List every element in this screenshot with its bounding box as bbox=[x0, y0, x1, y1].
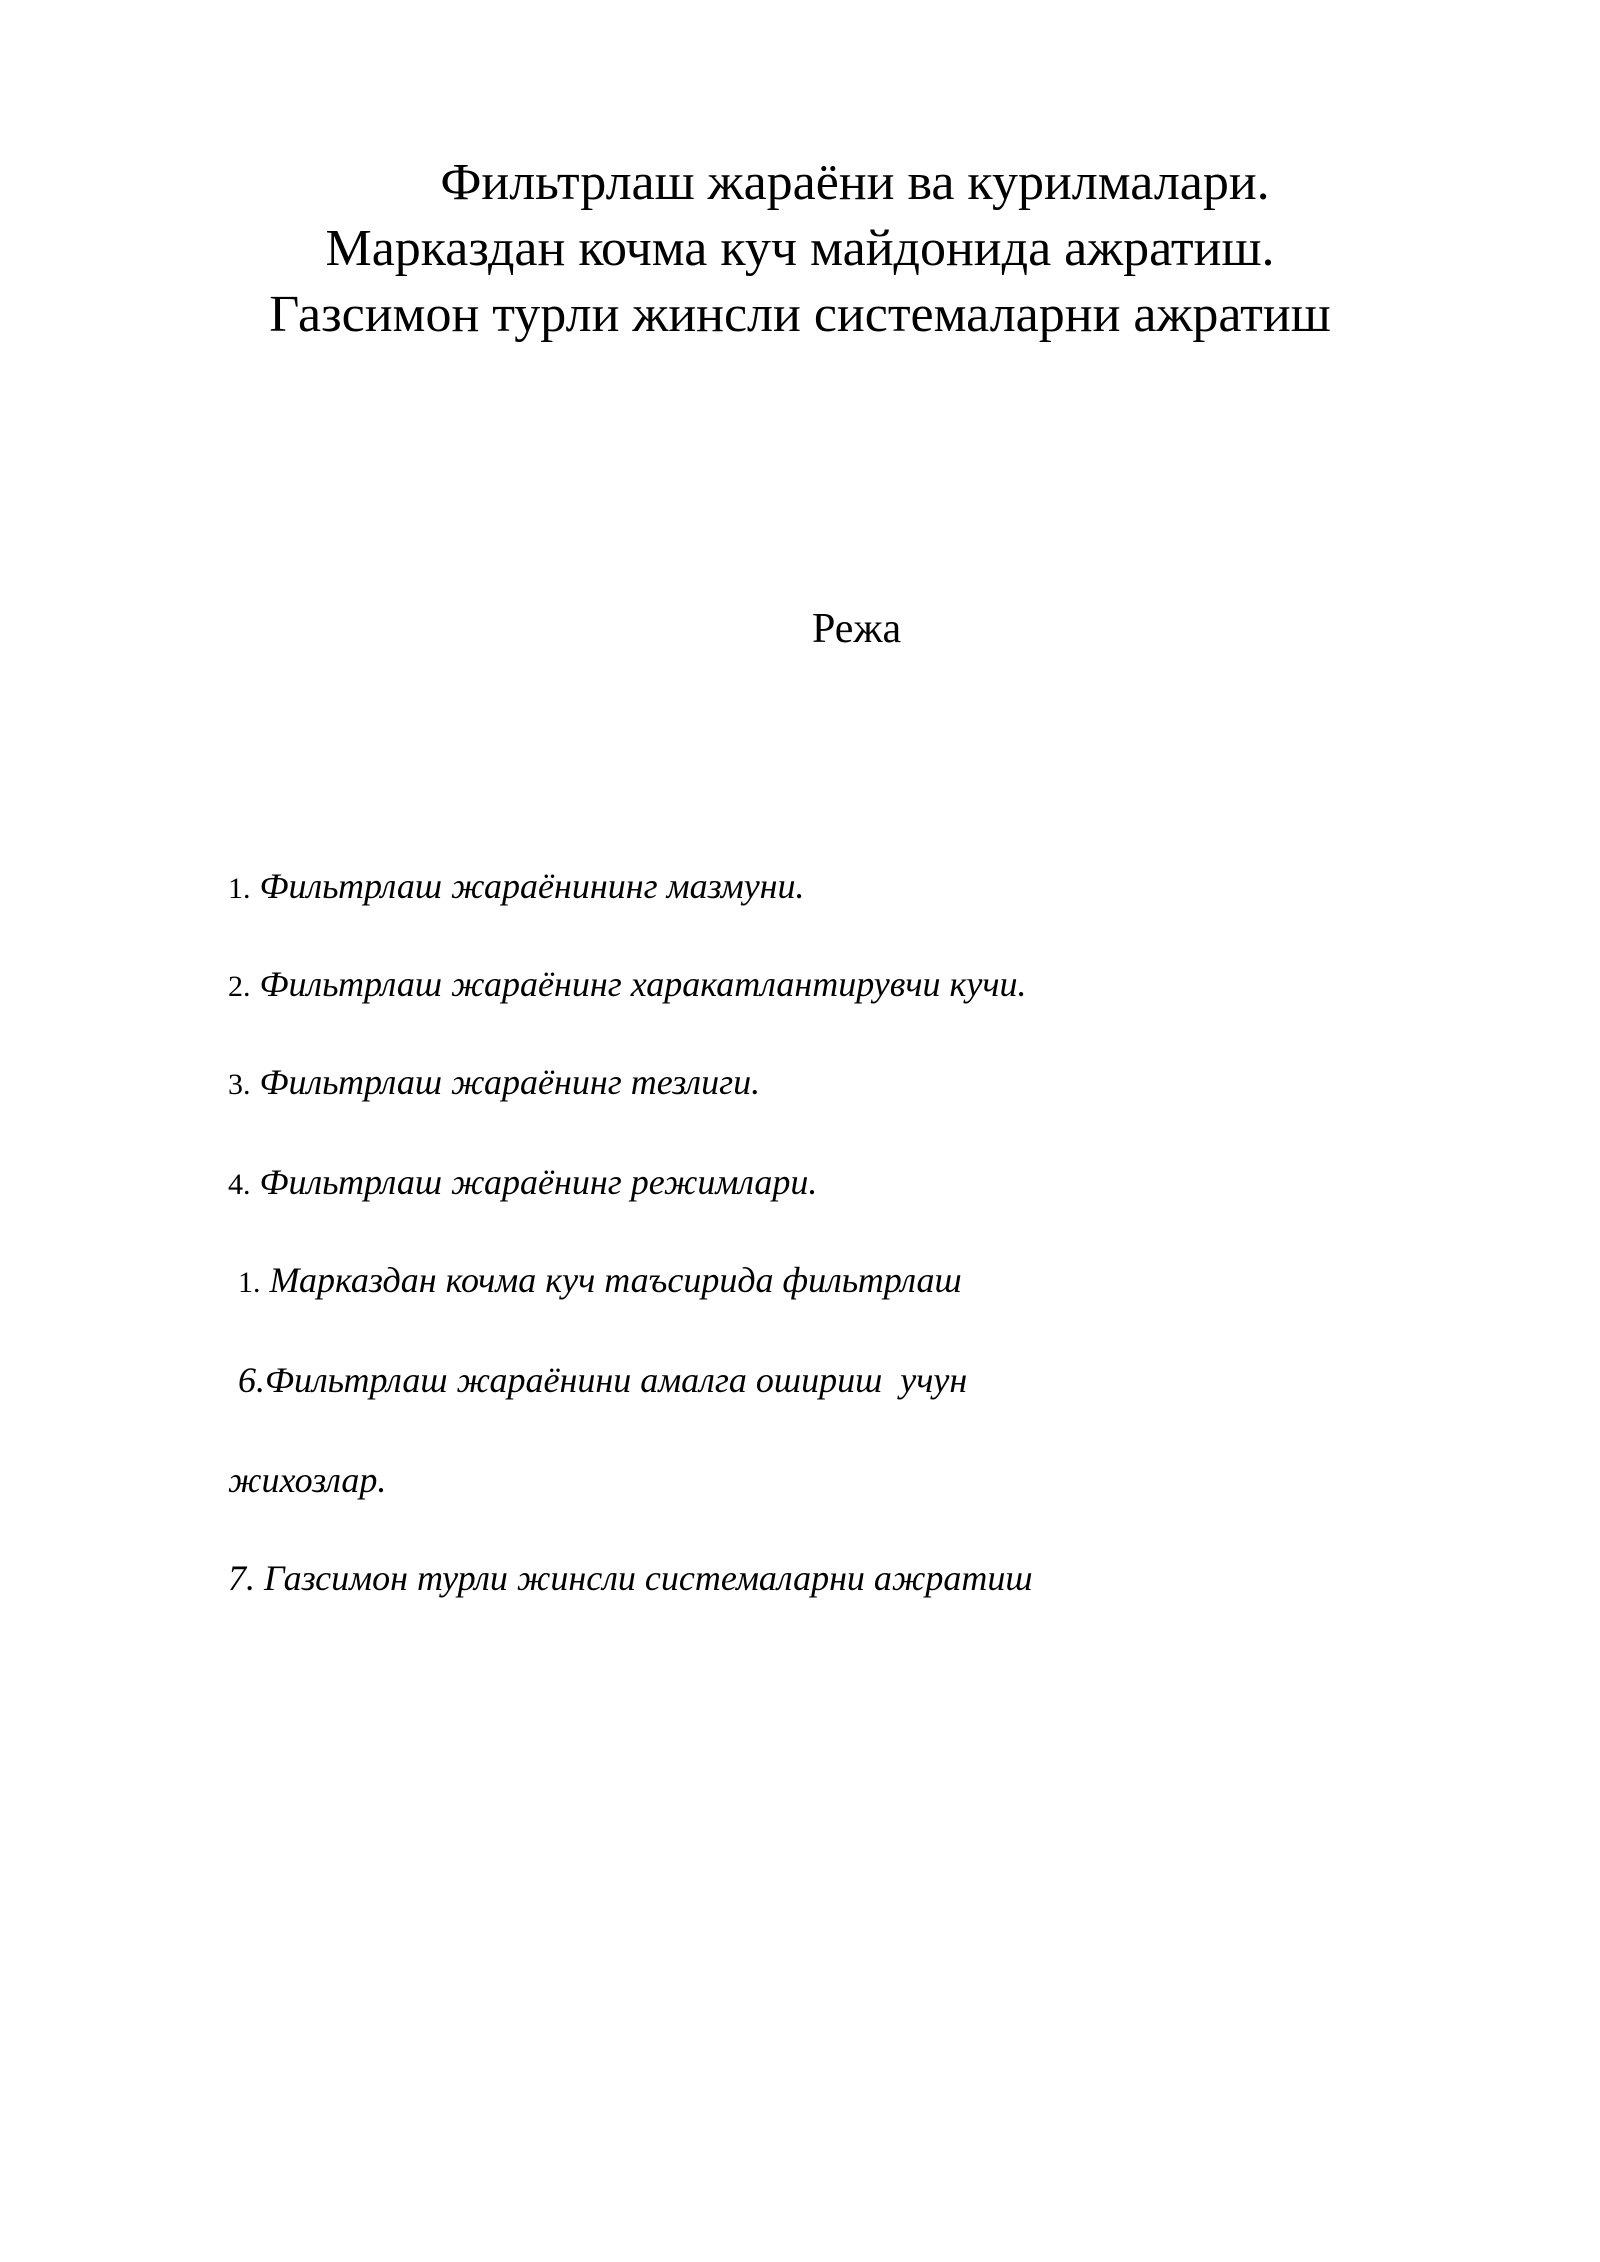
plan-item-number: 6. bbox=[238, 1360, 265, 1400]
plan-item bbox=[228, 962, 1027, 1009]
plan-item-number: 1. bbox=[238, 1266, 261, 1299]
plan-item-continuation bbox=[228, 1458, 386, 1502]
plan-item bbox=[228, 1060, 760, 1107]
title-line-2: Марказдан кочма куч майдонида ажратиш. bbox=[325, 220, 1275, 277]
plan-item-number: 4. bbox=[228, 1168, 251, 1201]
plan-item bbox=[228, 1556, 1033, 1600]
plan-item bbox=[238, 1258, 962, 1305]
plan-item-text: Газсимон турли жинсли системаларни ажратиш bbox=[264, 1558, 1033, 1598]
plan-item-text: Фильтрлаш жараёнинг тезлиги. bbox=[259, 1062, 761, 1102]
plan-item-text: Фильтрлаш жараёнининг мазмуни. bbox=[259, 866, 805, 906]
plan-item-number: 3. bbox=[228, 1068, 251, 1101]
plan-item bbox=[228, 864, 805, 911]
plan-heading: Режа bbox=[812, 606, 902, 652]
title-line-3: Газсимон турли жинсли системаларни ажратиш bbox=[269, 286, 1331, 343]
plan-item-number: 7. bbox=[228, 1558, 255, 1598]
plan-item-text: Фильтрлаш жараёнинг харакатлантирувчи кучи. bbox=[259, 964, 1027, 1004]
plan-item bbox=[228, 1160, 817, 1207]
plan-item-number: 1. bbox=[228, 872, 251, 905]
plan-item-text: Фильтрлаш жараёнини амалга ошириш учун bbox=[265, 1360, 968, 1400]
plan-item bbox=[238, 1358, 967, 1402]
plan-item-text: жихозлар. bbox=[228, 1460, 387, 1500]
plan-item-number: 2. bbox=[228, 970, 251, 1003]
title-line-1: Фильтрлаш жараёни ва курилмалари. bbox=[440, 154, 1270, 211]
document-title bbox=[0, 150, 1600, 348]
plan-item-text: Марказдан кочма куч таъсирида фильтрлаш bbox=[269, 1260, 962, 1300]
plan-item-text: Фильтрлаш жараёнинг режимлари. bbox=[259, 1162, 818, 1202]
